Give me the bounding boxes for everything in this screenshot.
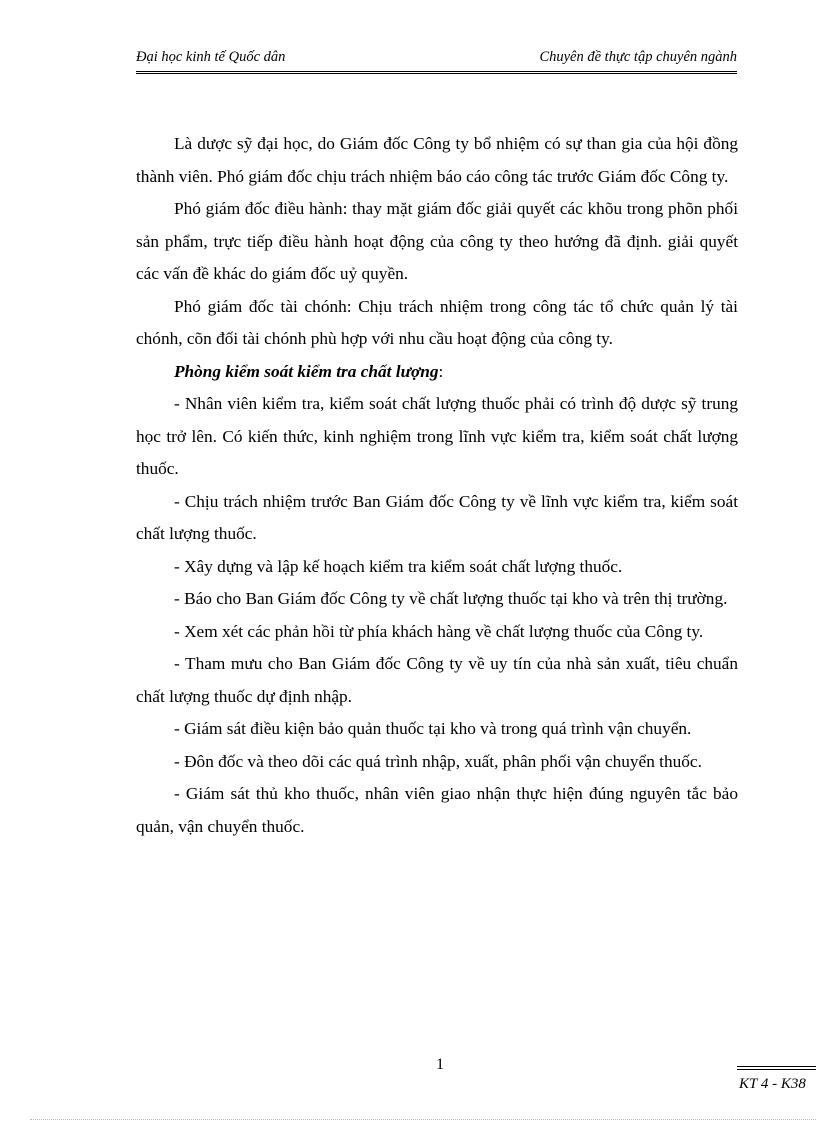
paragraph: Phó giám đốc tài chónh: Chịu trách nhiệm trong công tác tổ chức quản lý tài chónh, cõn đối tài chónh phù hợp với nhu cầu hoạt động của công ty. [136, 296, 738, 348]
header-document-type: Chuyên đề thực tập chuyên ngành [539, 49, 737, 65]
list-item: - Nhân viên kiểm tra, kiểm soát chất lượng thuốc phải có trình độ dược sỹ trung học trở lên. Có kiến thức, kinh nghiệm trong lĩnh vực kiểm tra, kiểm soát chất lượng thuốc. [136, 394, 738, 478]
paragraph: Là dược sỹ đại học, do Giám đốc Công ty bổ nhiệm có sự than gia của hội đồng thành viên. Phó giám đốc chịu trách nhiệm báo cáo công tác trước Giám đốc Công ty. [136, 134, 738, 186]
page-number: 1 [436, 1056, 444, 1073]
page-bottom-border [30, 1119, 816, 1120]
list-item: - Giám sát thủ kho thuốc, nhân viên giao nhận thực hiện đúng nguyên tắc bảo quản, vận chuyển thuốc. [136, 784, 738, 836]
header-university: Đại học kinh tế Quốc dân [136, 49, 286, 65]
header-rule [136, 71, 737, 74]
section-heading: Phòng kiểm soát kiểm tra chất lượng [174, 361, 439, 381]
list-item: - Báo cho Ban Giám đốc Công ty về chất lượng thuốc tại kho và trên thị trường. [174, 589, 728, 608]
paragraph: Phó giám đốc điều hành: thay mặt giám đốc giải quyết các khõu trong phõn phối sản phẩm, trực tiếp điều hành hoạt động của công ty theo hướng đã định. giải quyết các vấn đề khác do giám đốc uỷ quyền. [136, 199, 738, 283]
list-item: - Xây dựng và lập kế hoạch kiểm tra kiểm soát chất lượng thuốc. [174, 556, 623, 576]
section-heading-line [136, 356, 738, 389]
document-body [136, 128, 738, 843]
list-item: - Chịu trách nhiệm trước Ban Giám đốc Công ty về lĩnh vực kiểm tra, kiểm soát chất lượng thuốc. [136, 491, 738, 543]
section-heading-colon: : [438, 361, 444, 381]
footer-class-code: KT 4 - K38 [739, 1076, 806, 1092]
list-item: - Đôn đốc và theo dõi các quá trình nhập, xuất, phân phối vận chuyển thuốc. [174, 751, 702, 771]
list-item: - Xem xét các phản hồi từ phía khách hàng về chất lượng thuốc của Công ty. [174, 621, 704, 641]
footer-rule [737, 1066, 816, 1070]
list-item: - Giám sát điều kiện bảo quản thuốc tại kho và trong quá trình vận chuyển. [174, 719, 692, 738]
list-item: - Tham mưu cho Ban Giám đốc Công ty về uy tín của nhà sản xuất, tiêu chuẩn chất lượng thuốc dự định nhập. [136, 654, 738, 706]
page-header [136, 49, 737, 69]
